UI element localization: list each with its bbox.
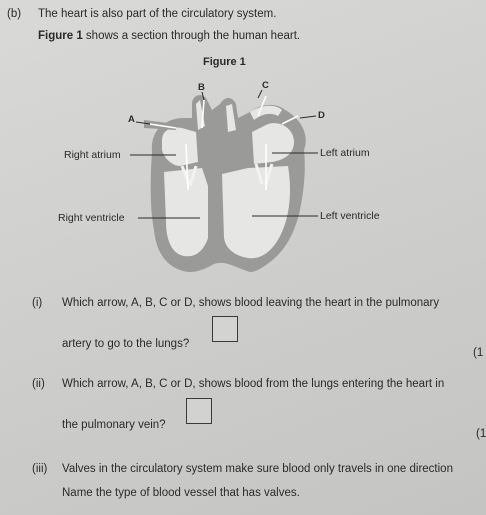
marks-label: (1: [476, 428, 486, 440]
leader-d: [300, 116, 316, 118]
arrow-label-c: C: [262, 80, 269, 91]
answer-box[interactable]: [212, 316, 238, 342]
question-text: artery to go to the lungs?: [62, 338, 190, 350]
answer-box[interactable]: [186, 398, 212, 424]
label-left-atrium: Left atrium: [320, 147, 370, 159]
part-label: (b): [7, 8, 22, 20]
question-number: (iii): [32, 463, 48, 475]
figure-reference-bold: Figure 1: [38, 30, 83, 42]
label-left-ventricle: Left ventricle: [320, 210, 380, 222]
question-text: the pulmonary vein?: [62, 419, 166, 431]
arrow-label-b: B: [198, 82, 205, 93]
arrow-label-d: D: [318, 110, 325, 121]
intro-text: The heart is also part of the circulatory system.: [38, 8, 277, 20]
question-text: Name the type of blood vessel that has valves.: [62, 487, 300, 499]
question-number: (i): [32, 297, 43, 309]
label-right-ventricle: Right ventricle: [58, 212, 125, 224]
question-text: Which arrow, A, B, C or D, shows blood leaving the heart in the pulmonary: [62, 297, 440, 309]
leader-c: [258, 90, 262, 98]
figure-reference-text: shows a section through the human heart.: [82, 30, 301, 42]
figure-title: Figure 1: [203, 56, 246, 68]
question-text: Valves in the circulatory system make sure blood only travels in one direction: [62, 463, 453, 475]
question-text: Which arrow, A, B, C or D, shows blood from the lungs entering the heart in: [62, 378, 445, 390]
question-number: (ii): [32, 378, 45, 390]
arrow-label-a: A: [128, 114, 135, 125]
label-right-atrium: Right atrium: [64, 149, 121, 161]
right-ventricle-cavity: [164, 168, 208, 256]
marks-label: (1: [473, 347, 484, 359]
